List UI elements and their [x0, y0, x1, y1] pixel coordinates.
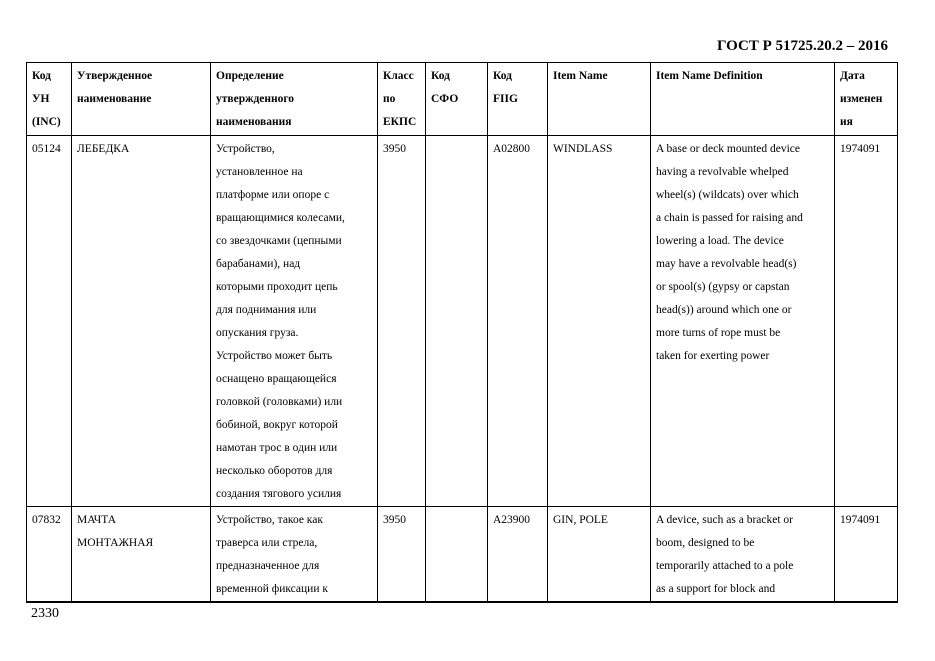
header-line: Дата — [840, 70, 865, 82]
header-line: утвержденного — [216, 93, 295, 105]
item-definition-line: having a revolvable whelped — [656, 166, 789, 178]
item-definition-line: head(s)) around which one or — [656, 304, 792, 316]
definition-line: оснащено вращающейся — [216, 373, 337, 385]
header-line: изменен — [840, 93, 883, 105]
definition-line: Устройство, такое как — [216, 514, 323, 526]
header-line: наименование — [77, 93, 152, 105]
item-definition-line: as a support for block and — [656, 583, 776, 595]
definition-line: опускания груза. — [216, 327, 299, 339]
column-header-inc — [27, 63, 72, 136]
definition-line: бобиной, вокруг которой — [216, 419, 338, 431]
inc-cell: 07832 — [27, 507, 72, 603]
header-line: ЕКПС — [383, 116, 417, 128]
column-header-item-name-definition — [651, 63, 835, 136]
header-line: FIIG — [493, 93, 518, 105]
change-date-cell: 1974091 — [835, 136, 898, 507]
definition-line: платформе или опоре с — [216, 189, 330, 201]
column-header-ekps-class — [378, 63, 426, 136]
header-line: Код — [493, 70, 513, 82]
document-standard-title: ГОСТ Р 51725.20.2 – 2016 — [716, 38, 888, 54]
definition-line: для поднимания или — [216, 304, 317, 316]
item-definition-line: A device, such as a bracket or — [656, 514, 793, 526]
definition-line: барабанами), над — [216, 258, 301, 270]
item-definition-line: taken for exerting power — [656, 350, 770, 362]
definition-line: со звездочками (цепными — [216, 235, 342, 247]
item-definition-cell — [651, 507, 835, 603]
definition-line: создания тягового усилия — [216, 488, 342, 500]
column-header-fiig-code — [488, 63, 548, 136]
definition-line: которыми проходит цепь — [216, 281, 338, 293]
header-line: Определение — [216, 70, 284, 82]
definition-line: установленное на — [216, 166, 303, 178]
item-definition-line: temporarily attached to a pole — [656, 560, 794, 572]
definition-line: вращающимися колесами, — [216, 212, 345, 224]
item-definition-cell — [651, 136, 835, 507]
item-definition-line: a chain is passed for raising and — [656, 212, 803, 224]
header-line: Item Name — [553, 70, 608, 82]
fiig-code-cell: A23900 — [488, 507, 548, 603]
definition-cell — [211, 136, 378, 507]
definition-line: временной фиксации к — [216, 583, 328, 595]
approved-name-line: ЛЕБЕДКА — [77, 143, 130, 155]
definition-line: несколько оборотов для — [216, 465, 333, 477]
column-header-approved-name — [72, 63, 211, 136]
definition-cell — [211, 507, 378, 603]
item-name-cell: GIN, POLE — [548, 507, 651, 603]
approved-name-line: МОНТАЖНАЯ — [77, 537, 154, 549]
page-number: 2330 — [31, 606, 59, 621]
header-line: (INC) — [32, 116, 61, 128]
header-line: Код — [32, 70, 52, 82]
item-name-cell: WINDLASS — [548, 136, 651, 507]
column-header-change-date — [835, 63, 898, 136]
sfo-code-cell — [426, 507, 488, 603]
change-date-cell: 1974091 — [835, 507, 898, 603]
table-row — [27, 507, 898, 603]
header-line: УН — [32, 93, 50, 105]
approved-name-cell — [72, 507, 211, 603]
approved-name-line: МАЧТА — [77, 514, 117, 526]
header-line: Утвержденное — [77, 70, 153, 82]
ekps-class-cell: 3950 — [378, 136, 426, 507]
header-line: Item Name Definition — [656, 70, 763, 82]
header-line: ия — [840, 116, 853, 128]
header-line: СФО — [431, 93, 459, 105]
inc-cell: 05124 — [27, 136, 72, 507]
ekps-class-cell: 3950 — [378, 507, 426, 603]
definition-line: головкой (головками) или — [216, 396, 343, 408]
fiig-code-cell: A02800 — [488, 136, 548, 507]
definition-line: траверса или стрела, — [216, 537, 318, 549]
item-definition-line: boom, designed to be — [656, 537, 755, 549]
column-header-definition — [211, 63, 378, 136]
item-definition-line: more turns of rope must be — [656, 327, 781, 339]
column-header-sfo-code — [426, 63, 488, 136]
definition-line: предназначенное для — [216, 560, 320, 572]
definition-line: Устройство, — [216, 143, 275, 155]
approved-name-cell — [72, 136, 211, 507]
item-definition-line: wheel(s) (wildcats) over which — [656, 189, 799, 201]
item-registry-table — [26, 62, 898, 603]
definition-line: Устройство может быть — [216, 350, 333, 362]
header-line: Класс — [383, 70, 414, 82]
item-definition-line: A base or deck mounted device — [656, 143, 801, 155]
header-line: Код — [431, 70, 451, 82]
header-line: наименования — [216, 116, 292, 128]
item-definition-line: or spool(s) (gypsy or capstan — [656, 281, 790, 293]
table-header-row — [27, 63, 898, 136]
sfo-code-cell — [426, 136, 488, 507]
table-row — [27, 136, 898, 507]
column-header-item-name — [548, 63, 651, 136]
definition-line: намотан трос в один или — [216, 442, 338, 454]
item-definition-line: may have a revolvable head(s) — [656, 258, 797, 270]
header-line: по — [383, 93, 396, 105]
item-definition-line: lowering a load. The device — [656, 235, 784, 247]
